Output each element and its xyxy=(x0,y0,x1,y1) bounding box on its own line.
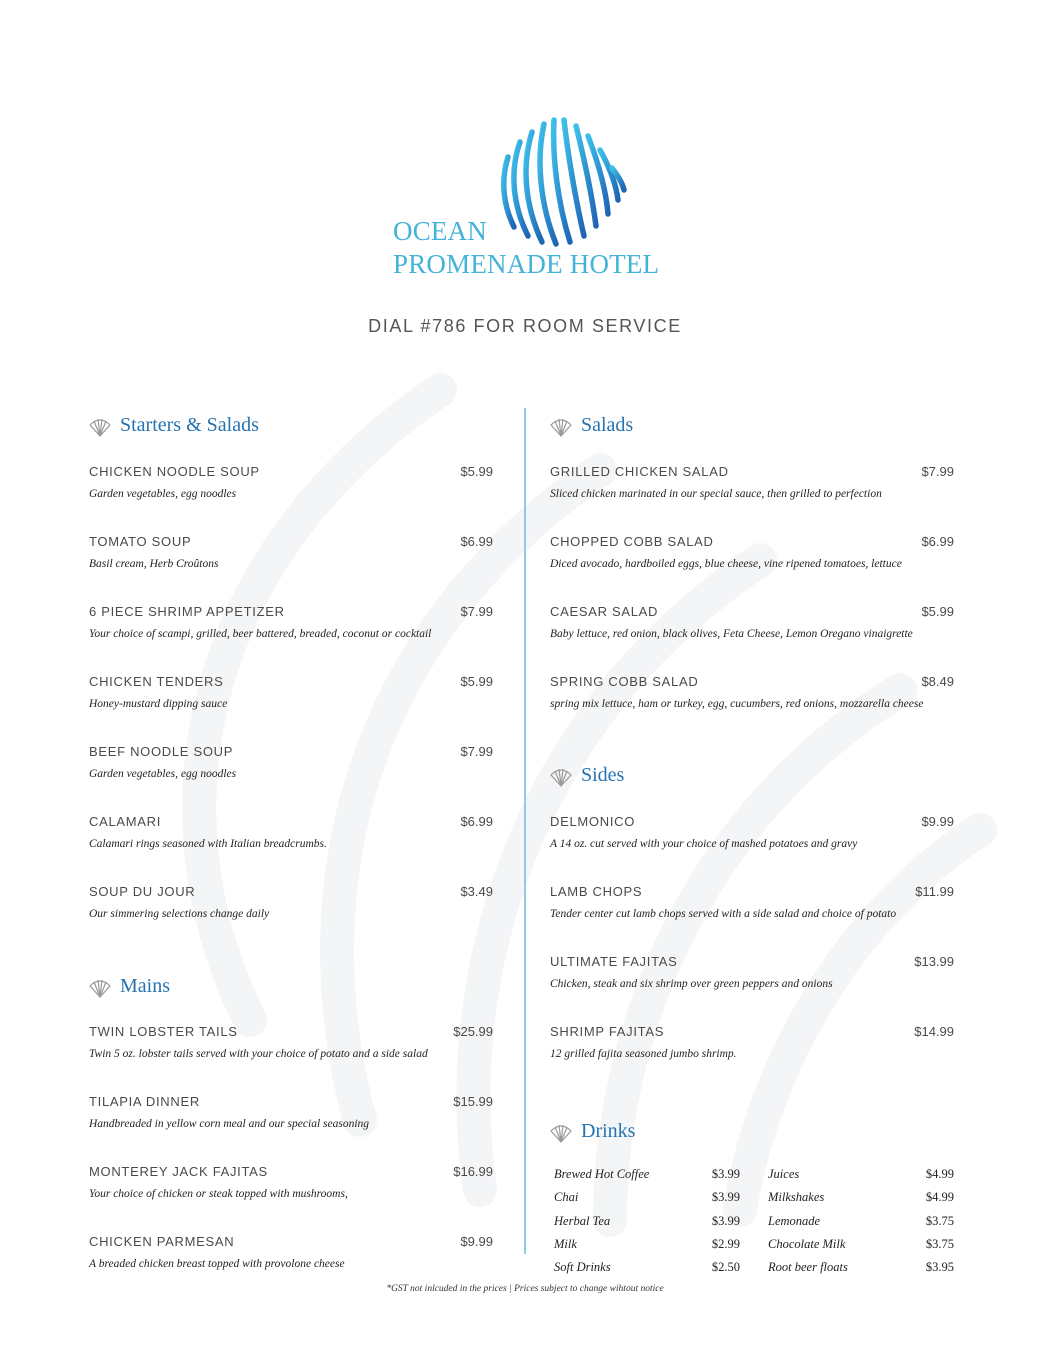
item-description: Diced avocado, hardboiled eggs, blue cheese, vine ripened tomatoes, lettuce xyxy=(550,558,902,570)
item-description: Garden vegetables, egg noodles xyxy=(89,488,237,500)
item-description: Your choice of chicken or steak topped with mushrooms, xyxy=(89,1188,348,1200)
drink-price: $4.99 xyxy=(925,1167,954,1181)
drink-price: $3.99 xyxy=(711,1214,740,1228)
item-description: Chicken, steak and six shrimp over green peppers and onions xyxy=(550,978,833,990)
item-price: $3.49 xyxy=(460,884,493,899)
item-name: SHRIMP FAJITAS xyxy=(550,1024,665,1039)
item-name: TWIN LOBSTER TAILS xyxy=(89,1024,238,1039)
drink-item xyxy=(554,1214,740,1234)
shell-icon xyxy=(549,417,573,437)
room-service-note: DIAL #786 FOR ROOM SERVICE xyxy=(368,316,682,336)
item-name: SPRING COBB SALAD xyxy=(550,674,699,689)
drink-item xyxy=(554,1167,740,1187)
section-title-starters: Starters & Salads xyxy=(120,414,259,436)
menu-item xyxy=(550,674,954,734)
item-name: 6 PIECE SHRIMP APPETIZER xyxy=(89,604,285,619)
drink-name: Milk xyxy=(554,1237,577,1251)
item-price: $7.99 xyxy=(460,604,493,619)
item-name: BEEF NOODLE SOUP xyxy=(89,744,234,759)
seashell-logo-icon xyxy=(492,112,632,247)
drink-name: Lemonade xyxy=(768,1214,821,1228)
drink-item xyxy=(768,1237,954,1257)
item-name: CAESAR SALAD xyxy=(550,604,659,619)
drink-item xyxy=(768,1214,954,1234)
menu-item xyxy=(89,534,493,594)
item-price: $7.99 xyxy=(460,744,493,759)
drink-item xyxy=(768,1167,954,1187)
item-price: $9.99 xyxy=(921,814,954,829)
menu-item xyxy=(550,1024,954,1084)
drink-item xyxy=(554,1190,740,1210)
drink-price: $3.99 xyxy=(711,1190,740,1204)
drink-name: Herbal Tea xyxy=(554,1214,611,1228)
menu-item xyxy=(550,884,954,944)
item-price: $5.99 xyxy=(921,604,954,619)
item-name: DELMONICO xyxy=(550,814,636,829)
drink-item xyxy=(554,1237,740,1257)
column-divider xyxy=(524,408,526,1254)
item-description: Our simmering selections change daily xyxy=(89,908,270,920)
item-name: TOMATO SOUP xyxy=(89,534,192,549)
menu-item xyxy=(89,814,493,874)
item-description: Twin 5 oz. lobster tails served with your choice of potato and a side salad xyxy=(89,1048,428,1060)
drink-item xyxy=(768,1260,954,1280)
menu-item xyxy=(89,674,493,734)
item-description: Garden vegetables, egg noodles xyxy=(89,768,237,780)
drink-name: Chai xyxy=(554,1190,579,1204)
item-price: $6.99 xyxy=(460,534,493,549)
hotel-logo xyxy=(390,112,670,282)
drink-name: Juices xyxy=(768,1167,800,1181)
item-price: $6.99 xyxy=(921,534,954,549)
item-description: Honey-mustard dipping sauce xyxy=(89,698,228,710)
menu-item xyxy=(89,464,493,524)
item-description: Baby lettuce, red onion, black olives, Feta Cheese, Lemon Oregano vinaigrette xyxy=(550,628,913,640)
item-name: CHICKEN NOODLE SOUP xyxy=(89,464,260,479)
shell-icon xyxy=(88,417,112,437)
item-name: CALAMARI xyxy=(89,814,162,829)
item-price: $7.99 xyxy=(921,464,954,479)
drink-name: Milkshakes xyxy=(768,1190,825,1204)
shell-icon xyxy=(88,978,112,998)
shell-icon xyxy=(549,1123,573,1143)
drink-price: $2.50 xyxy=(711,1260,740,1274)
menu-item xyxy=(550,814,954,874)
item-name: TILAPIA DINNER xyxy=(89,1094,200,1109)
drink-price: $3.75 xyxy=(925,1214,954,1228)
menu-item xyxy=(550,954,954,1014)
item-price: $25.99 xyxy=(453,1024,493,1039)
item-price: $11.99 xyxy=(915,884,954,899)
drink-item xyxy=(554,1260,740,1280)
item-description: Basil cream, Herb Croûtons xyxy=(89,558,219,570)
menu-item xyxy=(89,884,493,944)
menu-item xyxy=(550,604,954,664)
price-footnote: *GST not inlcuded in the prices | Prices subject to change wihtout notice xyxy=(386,1284,664,1294)
menu-item xyxy=(89,1094,493,1154)
menu-item xyxy=(89,1164,493,1224)
section-title-mains: Mains xyxy=(120,975,170,997)
menu-item xyxy=(89,744,493,804)
item-description: A breaded chicken breast topped with provolone cheese xyxy=(89,1258,345,1270)
section-title-drinks: Drinks xyxy=(581,1120,636,1142)
item-price: $14.99 xyxy=(914,1024,954,1039)
drink-price: $2.99 xyxy=(711,1237,740,1251)
item-description: 12 grilled fajita seasoned jumbo shrimp. xyxy=(550,1048,737,1060)
drink-name: Brewed Hot Coffee xyxy=(554,1167,650,1181)
item-description: Your choice of scampi, grilled, beer battered, breaded, coconut or cocktail xyxy=(89,628,432,640)
item-price: $9.99 xyxy=(460,1234,493,1249)
item-price: $15.99 xyxy=(453,1094,493,1109)
item-name: LAMB CHOPS xyxy=(550,884,643,899)
item-price: $5.99 xyxy=(460,464,493,479)
item-price: $13.99 xyxy=(914,954,954,969)
item-description: Handbreaded in yellow corn meal and our special seasoning xyxy=(89,1118,370,1130)
drink-item xyxy=(768,1190,954,1210)
item-price: $16.99 xyxy=(453,1164,493,1179)
item-name: MONTEREY JACK FAJITAS xyxy=(89,1164,268,1179)
item-price: $5.99 xyxy=(460,674,493,689)
drink-price: $4.99 xyxy=(925,1190,954,1204)
menu-item xyxy=(550,464,954,524)
item-description: Tender center cut lamb chops served with a side salad and choice of potato xyxy=(550,908,897,920)
item-description: A 14 oz. cut served with your choice of mashed potatoes and gravy xyxy=(550,838,858,850)
menu-item xyxy=(89,604,493,664)
drink-name: Root beer floats xyxy=(768,1260,848,1274)
brand-name-line2: PROMENADE HOTEL xyxy=(393,249,660,279)
drink-name: Chocolate Milk xyxy=(768,1237,846,1251)
drink-name: Soft Drinks xyxy=(554,1260,611,1274)
item-description: spring mix lettuce, ham or turkey, egg, cucumbers, red onions, mozzarella cheese xyxy=(550,698,924,710)
shell-icon xyxy=(549,767,573,787)
item-name: CHICKEN PARMESAN xyxy=(89,1234,235,1249)
drink-price: $3.99 xyxy=(711,1167,740,1181)
item-name: CHICKEN TENDERS xyxy=(89,674,224,689)
drink-price: $3.75 xyxy=(925,1237,954,1251)
brand-name-line1: OCEAN xyxy=(393,216,487,246)
menu-item xyxy=(550,534,954,594)
menu-item xyxy=(89,1024,493,1084)
item-name: SOUP DU JOUR xyxy=(89,884,196,899)
item-price: $8.49 xyxy=(921,674,954,689)
item-description: Calamari rings seasoned with Italian breadcrumbs. xyxy=(89,838,327,850)
item-description: Sliced chicken marinated in our special sauce, then grilled to perfection xyxy=(550,488,882,500)
section-title-salads: Salads xyxy=(581,414,634,436)
item-name: GRILLED CHICKEN SALAD xyxy=(550,464,729,479)
item-price: $6.99 xyxy=(460,814,493,829)
item-name: ULTIMATE FAJITAS xyxy=(550,954,678,969)
drink-price: $3.95 xyxy=(925,1260,954,1274)
item-name: CHOPPED COBB SALAD xyxy=(550,534,714,549)
section-title-sides: Sides xyxy=(581,764,625,786)
